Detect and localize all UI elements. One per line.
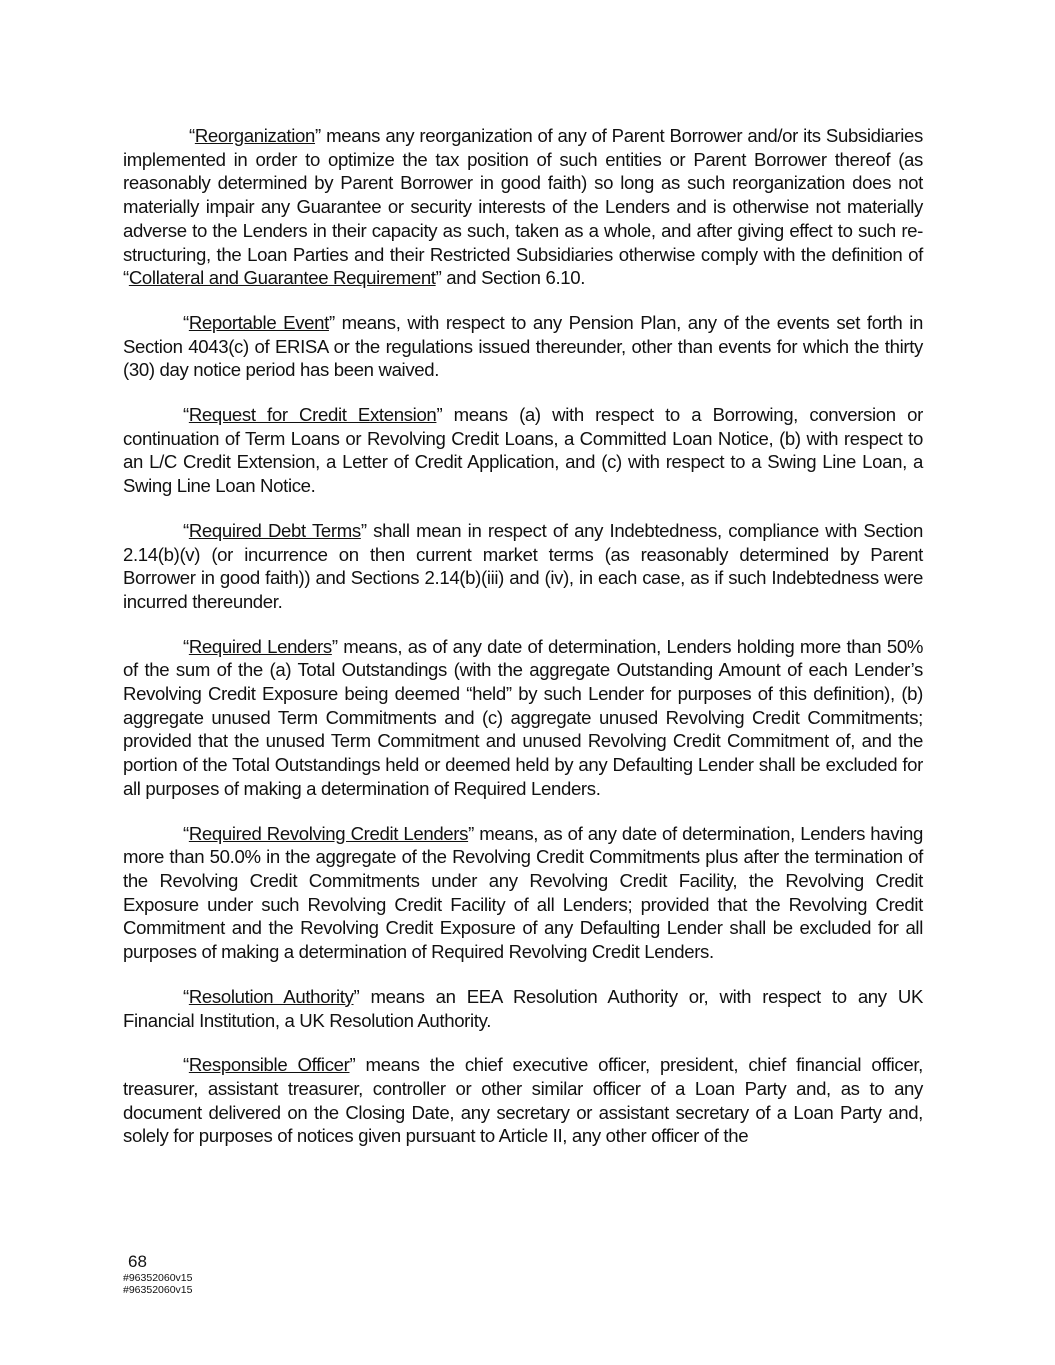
definition-reorganization: “Reorganization” means any reorganization of any of Parent Borrower and/or its Subsidiaries implemented in order to optimize the tax position of such entities or Parent Borrower thereof (as reasonably determined by Parent Borrower in good faith) so long as such reorganization does not materially impair any Guarantee or security interests of the Lenders and is otherwise not materially adverse to the Lenders in their capacity as such, taken as a whole, and after giving effect to such re-structuring, the Loan Parties and their Restricted Subsidiaries otherwise comply with the definition of “Collateral and Guarantee Requirement” and Section 6.10. xyxy=(123,125,923,289)
defined-term: Required Debt Terms xyxy=(188,519,361,541)
definition-required-debt-terms: “Required Debt Terms” shall mean in respect of any Indebtedness, compliance with Section 2.14(b)(v) (or incurrence on then current market terms (as reasonably determined by Parent Borrower in good faith)) and Sections 2.14(b)(iii) and (iv), in each case, as if such Indebtedness were incurred thereunder. xyxy=(123,519,923,612)
defined-term: Required Lenders xyxy=(188,635,332,657)
definition-required-revolving-credit-lenders: “Required Revolving Credit Lenders” means, as of any date of determination, Lenders having more than 50.0% in the aggregate of the Revolving Credit Commitments plus after the termination of the Revolving Credit Commitments under any Revolving Credit Facility, the Revolving Credit Exposure under such Revolving Credit Facility of all Lenders; provided that the Revolving Credit Commitment and the Revolving Credit Exposure of any Defaulting Lender shall be excluded for all purposes of making a determination of Required Revolving Credit Lenders. xyxy=(123,822,923,963)
defined-term: Resolution Authority xyxy=(188,985,354,1007)
defined-term: Reportable Event xyxy=(188,311,329,333)
page-number: 68 xyxy=(128,1252,147,1271)
definition-reportable-event: “Reportable Event” means, with respect to any Pension Plan, any of the events set forth in Section 4043(c) of ERISA or the regulations issued thereunder, other than events for which the thirty (30) day notice period has been waived. xyxy=(123,311,924,381)
definition-required-lenders: “Required Lenders” means, as of any date of determination, Lenders holding more than 50% of the sum of the (a) Total Outstandings (with the aggregate Outstanding Amount of each Lender’s Revolving Credit Exposure being deemed “held” by such Lender for purposes of this definition), (b) aggregate unused Term Commitments and (c) aggregate unused Revolving Credit Commitments; provided that the unused Term Commitment and unused Revolving Credit Commitment of, and the portion of the Total Outstandings held or deemed held by any Defaulting Lender shall be excluded for all purposes of making a determination of Required Lenders. xyxy=(123,635,924,799)
defined-term: Reorganization xyxy=(194,125,316,146)
cross-reference-term: Collateral and Guarantee Requirement xyxy=(128,267,436,289)
page-footer xyxy=(123,1252,193,1296)
definition-resolution-authority: “Resolution Authority” means an EEA Resolution Authority or, with respect to any UK Financial Institution, a UK Resolution Authority. xyxy=(123,985,923,1031)
defined-term: Required Revolving Credit Lenders xyxy=(188,822,469,844)
document-id: #96352060v15 xyxy=(123,1284,193,1296)
definition-responsible-officer: “Responsible Officer” means the chief executive officer, president, chief financial officer, treasurer, assistant treasurer, controller or other similar officer of a Loan Party and, as to any document delivered on the Closing Date, any secretary or assistant secretary of a Loan Party and, solely for purposes of notices given pursuant to Article II, any other officer of the xyxy=(123,1054,923,1147)
defined-term: Responsible Officer xyxy=(188,1054,350,1076)
definition-request-for-credit-extension: “Request for Credit Extension” means (a) with respect to a Borrowing, conversion or continuation of Term Loans or Revolving Credit Loans, a Committed Loan Notice, (b) with respect to an L/C Credit Extension, a Letter of Credit Application, and (c) with respect to a Swing Line Loan, a Swing Line Loan Notice. xyxy=(123,404,923,497)
document-body xyxy=(123,124,923,1169)
defined-term: Request for Credit Extension xyxy=(188,404,437,426)
document-id: #96352060v15 xyxy=(123,1272,193,1284)
